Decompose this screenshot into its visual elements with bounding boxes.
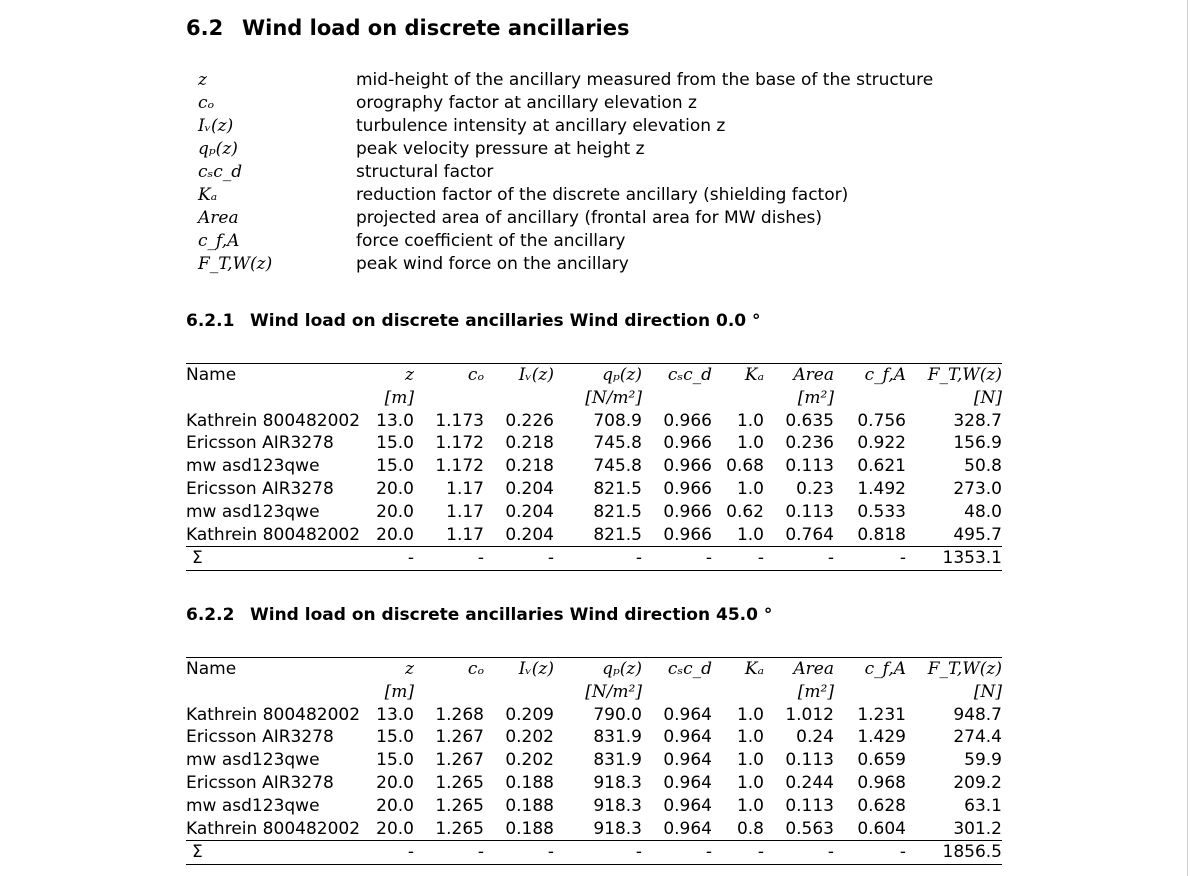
value-cell: 1.0 [736, 795, 764, 816]
unit-cell: [N/m²] [585, 387, 642, 408]
unit-cell: [m²] [797, 681, 834, 702]
value-cell: 1.17 [446, 501, 484, 522]
value-cell: 0.188 [505, 795, 554, 816]
subsection-heading [186, 605, 772, 625]
column-header: cₛc_d [642, 658, 712, 681]
value-cell: 1.0 [736, 524, 764, 545]
sum-placeholder: - [484, 841, 554, 865]
section-title: Wind load on discrete ancillaries [242, 16, 630, 40]
value-cell: 0.756 [857, 410, 906, 431]
value-cell: 745.8 [593, 433, 642, 454]
sum-placeholder: - [554, 841, 642, 865]
sum-placeholder: - [834, 841, 906, 865]
value-cell: 63.1 [964, 795, 1002, 816]
definition-symbol: Kₐ [198, 185, 218, 205]
unit-cell: [m²] [797, 387, 834, 408]
value-cell: 15.0 [376, 433, 414, 454]
unit-cell [834, 387, 906, 410]
value-cell: 831.9 [593, 750, 642, 771]
sum-row [186, 547, 1002, 571]
value-cell: 0.188 [505, 818, 554, 839]
column-header: c_f,A [834, 364, 906, 387]
value-cell: 1.0 [736, 772, 764, 793]
value-cell: 0.533 [857, 501, 906, 522]
definition-symbol: cₒ [198, 93, 215, 113]
ancillary-name-cell: mw asd123qwe [186, 795, 320, 816]
value-cell: 0.621 [857, 456, 906, 477]
value-cell: 0.113 [785, 501, 834, 522]
value-cell: 1.492 [857, 478, 906, 499]
value-cell: 821.5 [593, 478, 642, 499]
ancillary-name-cell: mw asd123qwe [186, 750, 320, 771]
value-cell: 948.7 [953, 704, 1002, 725]
subsection-number: 6.2.2 [186, 605, 235, 625]
value-cell: 156.9 [953, 433, 1002, 454]
value-cell: 0.818 [857, 524, 906, 545]
wind-load-table [186, 363, 1002, 571]
value-cell: 0.628 [857, 795, 906, 816]
value-cell: 1.173 [435, 410, 484, 431]
value-cell: 0.964 [663, 750, 712, 771]
unit-cell [834, 681, 906, 704]
value-cell: 1.0 [736, 750, 764, 771]
sum-placeholder: - [642, 841, 712, 865]
definition-text: mid-height of the ancillary measured from the base of the structure [356, 70, 934, 90]
unit-cell [712, 681, 764, 704]
column-header: Name [186, 364, 372, 387]
value-cell: 821.5 [593, 524, 642, 545]
value-cell: 1.265 [435, 772, 484, 793]
value-cell: 0.764 [785, 524, 834, 545]
value-cell: 20.0 [376, 818, 414, 839]
column-header: Kₐ [712, 364, 764, 387]
value-cell: 0.966 [663, 410, 712, 431]
table-row [186, 704, 1002, 727]
value-cell: 0.964 [663, 818, 712, 839]
value-cell: 745.8 [593, 456, 642, 477]
definition-symbol: cₛc_d [198, 162, 243, 182]
unit-cell: [m] [384, 387, 414, 408]
definition-text: reduction factor of the discrete ancillary (shielding factor) [356, 185, 849, 205]
sum-placeholder: - [764, 547, 834, 571]
value-cell: 48.0 [964, 501, 1002, 522]
column-header: F_T,W(z) [906, 364, 1002, 387]
unit-cell [484, 681, 554, 704]
value-cell: 0.188 [505, 772, 554, 793]
sum-placeholder: - [484, 547, 554, 571]
sum-placeholder: - [712, 841, 764, 865]
value-cell: 1.267 [435, 750, 484, 771]
value-cell: 0.204 [505, 478, 554, 499]
table-row [186, 501, 1002, 524]
wind-load-table [186, 657, 1002, 865]
definition-symbol: Area [198, 208, 239, 228]
sum-placeholder: - [414, 547, 484, 571]
table-header-row [186, 364, 1002, 387]
value-cell: 13.0 [376, 704, 414, 725]
ancillary-name-cell: mw asd123qwe [186, 456, 320, 477]
column-header: cₒ [414, 658, 484, 681]
sum-placeholder: - [712, 547, 764, 571]
value-cell: 1.0 [736, 410, 764, 431]
ancillary-name-cell: Kathrein 800482002 [186, 704, 361, 725]
table-body [186, 410, 1002, 571]
value-cell: 50.8 [964, 456, 1002, 477]
sum-symbol: Σ [186, 841, 372, 865]
sum-placeholder: - [554, 547, 642, 571]
subsection-number: 6.2.1 [186, 311, 235, 331]
value-cell: 0.964 [663, 727, 712, 748]
value-cell: 15.0 [376, 750, 414, 771]
value-cell: 1.0 [736, 727, 764, 748]
value-cell: 0.964 [663, 795, 712, 816]
value-cell: 0.966 [663, 433, 712, 454]
value-cell: 821.5 [593, 501, 642, 522]
value-cell: 0.113 [785, 750, 834, 771]
definition-text: orography factor at ancillary elevation z [356, 93, 697, 113]
table-body [186, 704, 1002, 865]
value-cell: 0.24 [796, 727, 834, 748]
unit-cell [414, 681, 484, 704]
value-cell: 0.23 [796, 478, 834, 499]
value-cell: 918.3 [593, 795, 642, 816]
value-cell: 0.964 [663, 772, 712, 793]
value-cell: 301.2 [953, 818, 1002, 839]
table-row [186, 726, 1002, 749]
value-cell: 1.012 [785, 704, 834, 725]
ancillary-name-cell: mw asd123qwe [186, 501, 320, 522]
table-row [186, 410, 1002, 433]
sum-row [186, 841, 1002, 865]
table-unit-row [186, 387, 1002, 410]
unit-cell [414, 387, 484, 410]
value-cell: 0.202 [505, 727, 554, 748]
ancillary-name-cell: Ericsson AIR3278 [186, 433, 334, 454]
column-header: F_T,W(z) [906, 658, 1002, 681]
column-header: qₚ(z) [554, 364, 642, 387]
definition-symbol: c_f,A [198, 231, 240, 251]
sum-placeholder: - [834, 547, 906, 571]
unit-cell [642, 387, 712, 410]
column-header: Name [186, 658, 372, 681]
column-header: Iᵥ(z) [484, 364, 554, 387]
value-cell: 708.9 [593, 410, 642, 431]
value-cell: 0.966 [663, 478, 712, 499]
column-header: z [372, 658, 414, 681]
table-row [186, 749, 1002, 772]
value-cell: 1.172 [435, 433, 484, 454]
value-cell: 0.202 [505, 750, 554, 771]
value-cell: 0.236 [785, 433, 834, 454]
definition-text: turbulence intensity at ancillary elevation z [356, 116, 726, 136]
definition-text: peak wind force on the ancillary [356, 254, 629, 274]
value-cell: 0.966 [663, 524, 712, 545]
column-header: cₒ [414, 364, 484, 387]
value-cell: 1.17 [446, 524, 484, 545]
value-cell: 15.0 [376, 456, 414, 477]
definition-symbol: z [198, 70, 207, 90]
ancillary-name-cell: Kathrein 800482002 [186, 524, 361, 545]
column-header: qₚ(z) [554, 658, 642, 681]
column-header: Iᵥ(z) [484, 658, 554, 681]
value-cell: 1.265 [435, 795, 484, 816]
table-row [186, 478, 1002, 501]
unit-cell: [N] [973, 681, 1002, 702]
value-cell: 831.9 [593, 727, 642, 748]
value-cell: 20.0 [376, 478, 414, 499]
value-cell: 274.4 [953, 727, 1002, 748]
value-cell: 0.922 [857, 433, 906, 454]
value-cell: 1.265 [435, 818, 484, 839]
value-cell: 20.0 [376, 524, 414, 545]
section-heading [186, 16, 630, 40]
definition-text: peak velocity pressure at height z [356, 139, 645, 159]
ancillary-name-cell: Kathrein 800482002 [186, 410, 361, 431]
column-header: Area [764, 658, 834, 681]
value-cell: 790.0 [593, 704, 642, 725]
subsection-heading [186, 311, 761, 331]
value-cell: 59.9 [964, 750, 1002, 771]
column-header: c_f,A [834, 658, 906, 681]
column-header: Area [764, 364, 834, 387]
unit-cell [484, 387, 554, 410]
table-row [186, 772, 1002, 795]
ancillary-name-cell: Kathrein 800482002 [186, 818, 361, 839]
unit-cell [712, 387, 764, 410]
unit-cell [186, 681, 372, 704]
value-cell: 0.68 [726, 456, 764, 477]
subsection-title: Wind load on discrete ancillaries Wind direction 0.0 ° [250, 311, 761, 331]
value-cell: 0.204 [505, 524, 554, 545]
sum-total: 1353.1 [906, 547, 1002, 571]
value-cell: 0.966 [663, 456, 712, 477]
value-cell: 20.0 [376, 795, 414, 816]
table-header-row [186, 658, 1002, 681]
table-row [186, 524, 1002, 547]
value-cell: 1.231 [857, 704, 906, 725]
value-cell: 20.0 [376, 501, 414, 522]
value-cell: 1.172 [435, 456, 484, 477]
definition-symbol: Iᵥ(z) [198, 116, 234, 136]
subsection-title: Wind load on discrete ancillaries Wind direction 45.0 ° [250, 605, 773, 625]
unit-cell [642, 681, 712, 704]
value-cell: 13.0 [376, 410, 414, 431]
unit-cell: [N] [973, 387, 1002, 408]
value-cell: 0.968 [857, 772, 906, 793]
value-cell: 918.3 [593, 818, 642, 839]
value-cell: 0.226 [505, 410, 554, 431]
table-unit-row [186, 681, 1002, 704]
value-cell: 1.17 [446, 478, 484, 499]
unit-cell: [m] [384, 681, 414, 702]
value-cell: 20.0 [376, 772, 414, 793]
value-cell: 0.218 [505, 456, 554, 477]
column-header: Kₐ [712, 658, 764, 681]
page-edge-line [1187, 0, 1188, 876]
value-cell: 1.0 [736, 478, 764, 499]
table-row [186, 818, 1002, 841]
value-cell: 273.0 [953, 478, 1002, 499]
value-cell: 1.0 [736, 704, 764, 725]
column-header: cₛc_d [642, 364, 712, 387]
value-cell: 0.204 [505, 501, 554, 522]
value-cell: 0.966 [663, 501, 712, 522]
sum-total: 1856.5 [906, 841, 1002, 865]
definition-text: projected area of ancillary (frontal area for MW dishes) [356, 208, 823, 228]
value-cell: 0.113 [785, 795, 834, 816]
value-cell: 918.3 [593, 772, 642, 793]
sum-symbol: Σ [186, 547, 372, 571]
value-cell: 0.244 [785, 772, 834, 793]
value-cell: 1.267 [435, 727, 484, 748]
value-cell: 15.0 [376, 727, 414, 748]
definition-symbol: F_T,W(z) [198, 254, 273, 274]
value-cell: 1.429 [857, 727, 906, 748]
column-header: z [372, 364, 414, 387]
value-cell: 0.964 [663, 704, 712, 725]
sum-placeholder: - [372, 841, 414, 865]
definition-text: force coefficient of the ancillary [356, 231, 626, 251]
value-cell: 328.7 [953, 410, 1002, 431]
ancillary-name-cell: Ericsson AIR3278 [186, 478, 334, 499]
sum-placeholder: - [764, 841, 834, 865]
sum-placeholder: - [642, 547, 712, 571]
value-cell: 0.563 [785, 818, 834, 839]
value-cell: 209.2 [953, 772, 1002, 793]
definition-symbol: qₚ(z) [198, 139, 238, 159]
value-cell: 0.604 [857, 818, 906, 839]
value-cell: 495.7 [953, 524, 1002, 545]
unit-cell [186, 387, 372, 410]
value-cell: 0.113 [785, 456, 834, 477]
sum-placeholder: - [414, 841, 484, 865]
table-row [186, 455, 1002, 478]
value-cell: 1.0 [736, 433, 764, 454]
ancillary-name-cell: Ericsson AIR3278 [186, 727, 334, 748]
value-cell: 0.659 [857, 750, 906, 771]
table-row [186, 795, 1002, 818]
definition-text: structural factor [356, 162, 494, 182]
value-cell: 0.62 [726, 501, 764, 522]
value-cell: 0.218 [505, 433, 554, 454]
ancillary-name-cell: Ericsson AIR3278 [186, 772, 334, 793]
value-cell: 0.635 [785, 410, 834, 431]
unit-cell: [N/m²] [585, 681, 642, 702]
value-cell: 0.209 [505, 704, 554, 725]
value-cell: 1.268 [435, 704, 484, 725]
sum-placeholder: - [372, 547, 414, 571]
section-number: 6.2 [186, 16, 224, 40]
value-cell: 0.8 [736, 818, 764, 839]
table-row [186, 432, 1002, 455]
